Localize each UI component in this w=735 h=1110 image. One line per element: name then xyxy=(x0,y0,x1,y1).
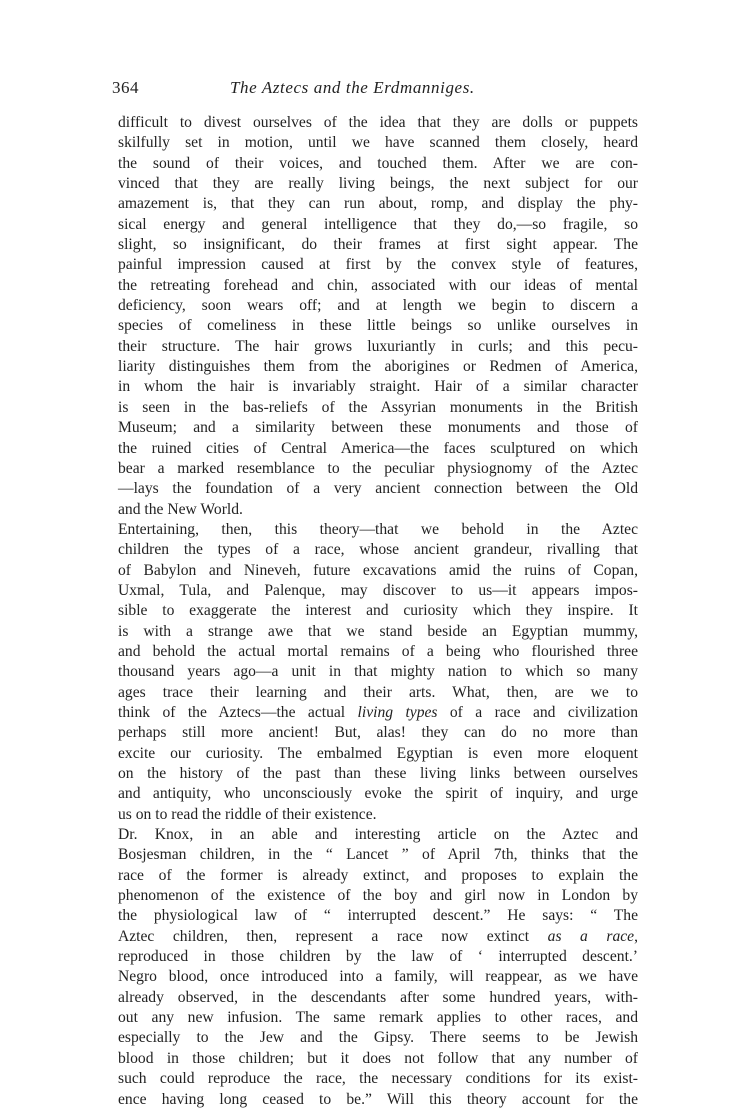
text-line: think of the Aztecs—the actual living types of a race and civilization xyxy=(118,703,639,721)
text-line: deficiency, soon wears off; and at length we begin to discern a xyxy=(118,297,638,315)
text-line: sical energy and general intelligence that they do,—so fragile, so xyxy=(118,215,638,233)
text-line: such could reproduce the race, the necessary conditions for its exist- xyxy=(118,1070,638,1088)
text-line: bear a marked resemblance to the peculiar physiognomy of the Aztec xyxy=(118,459,638,477)
text-line: is seen in the bas-reliefs of the Assyrian monuments in the British xyxy=(118,398,638,416)
text-line: us on to read the riddle of their existence. xyxy=(118,805,377,823)
text-line: Aztec children, then, represent a race now extinct as a race, xyxy=(118,927,638,945)
text-line: of Babylon and Nineveh, future excavations amid the ruins of Copan, xyxy=(118,561,638,579)
text-line: ages trace their learning and their arts. What, then, are we to xyxy=(118,683,638,701)
text-line: slight, so insignificant, do their frames at first sight appear. The xyxy=(118,236,638,254)
text-line: difficult to divest ourselves of the idea that they are dolls or puppets xyxy=(118,114,638,131)
page-number: 364 xyxy=(112,78,139,97)
paragraph-1 xyxy=(118,113,638,520)
text-line: the ruined cities of Central America—the faces sculptured on which xyxy=(118,439,638,457)
text-line: phenomenon of the existence of the boy and girl now in London by xyxy=(118,887,638,905)
text-line: and behold the actual mortal remains of a being who flourished three xyxy=(118,642,638,660)
text-line: the retreating forehead and chin, associated with our ideas of mental xyxy=(118,276,638,294)
text-line: children the types of a race, whose ancient grandeur, rivalling that xyxy=(118,541,638,559)
text-line: in whom the hair is invariably straight. Hair of a similar character xyxy=(118,378,638,396)
text-line: painful impression caused at first by the convex style of features, xyxy=(118,256,638,274)
text-line: liarity distinguishes them from the aborigines or Redmen of America, xyxy=(118,358,638,376)
text-line: sible to exaggerate the interest and curiosity which they inspire. It xyxy=(118,602,638,620)
text-line: out any new infusion. The same remark applies to other races, and xyxy=(118,1009,638,1027)
text-line: —lays the foundation of a very ancient connection between the Old xyxy=(118,480,638,498)
text-line: amazement is, that they can run about, romp, and display the phy- xyxy=(118,195,638,213)
text-line: perhaps still more ancient! But, alas! they can do no more than xyxy=(118,724,638,742)
text-line: vinced that they are really living beings, the next subject for our xyxy=(118,175,638,193)
text-line: already observed, in the descendants after some hundred years, with- xyxy=(118,988,638,1006)
text-line: race of the former is already extinct, and proposes to explain the xyxy=(118,866,638,884)
paragraph-2 xyxy=(118,520,638,825)
text-line: and antiquity, who unconsciously evoke the spirit of inquiry, and urge xyxy=(118,785,638,803)
page-header xyxy=(112,78,637,100)
text-line: especially to the Jew and the Gipsy. There seems to be Jewish xyxy=(118,1029,638,1047)
running-title: The Aztecs and the Erdmanniges. xyxy=(230,78,475,97)
text-line: Uxmal, Tula, and Palenque, may discover to us—it appears impos- xyxy=(118,581,638,599)
text-line: skilfully set in motion, until we have scanned them closely, heard xyxy=(118,134,638,152)
text-line: Negro blood, once introduced into a family, will reappear, as we have xyxy=(118,968,638,986)
text-line: species of comeliness in these little beings so unlike ourselves in xyxy=(118,317,638,335)
text-line: their structure. The hair grows luxuriantly in curls; and this pecu- xyxy=(118,337,638,355)
text-line: the sound of their voices, and touched them. After we are con- xyxy=(118,154,638,172)
text-line: reproduced in those children by the law of ‘ interrupted descent.’ xyxy=(118,948,638,966)
text-line: the physiological law of “ interrupted descent.” He says: “ The xyxy=(118,907,638,925)
text-line: thousand years ago—a unit in that mighty nation to which so many xyxy=(118,663,638,681)
text-line: is with a strange awe that we stand beside an Egyptian mummy, xyxy=(118,622,638,640)
body-text xyxy=(118,113,638,1110)
text-line: excite our curiosity. The embalmed Egyptian is even more eloquent xyxy=(118,744,638,762)
text-line: and the New World. xyxy=(118,500,243,518)
paragraph-3 xyxy=(118,825,638,1110)
text-line: Entertaining, then, this theory—that we behold in the Aztec xyxy=(118,520,638,538)
text-line: Bosjesman children, in the “ Lancet ” of April 7th, thinks that the xyxy=(118,846,638,864)
text-line: Dr. Knox, in an able and interesting article on the Aztec and xyxy=(118,826,638,844)
text-line: Museum; and a similarity between these monuments and those of xyxy=(118,419,638,437)
text-line: on the history of the past than these living links between ourselves xyxy=(118,765,638,782)
text-line: ence having long ceased to be.” Will this theory account for the xyxy=(118,1090,638,1108)
text-line: blood in those children; but it does not follow that any number of xyxy=(118,1049,638,1067)
